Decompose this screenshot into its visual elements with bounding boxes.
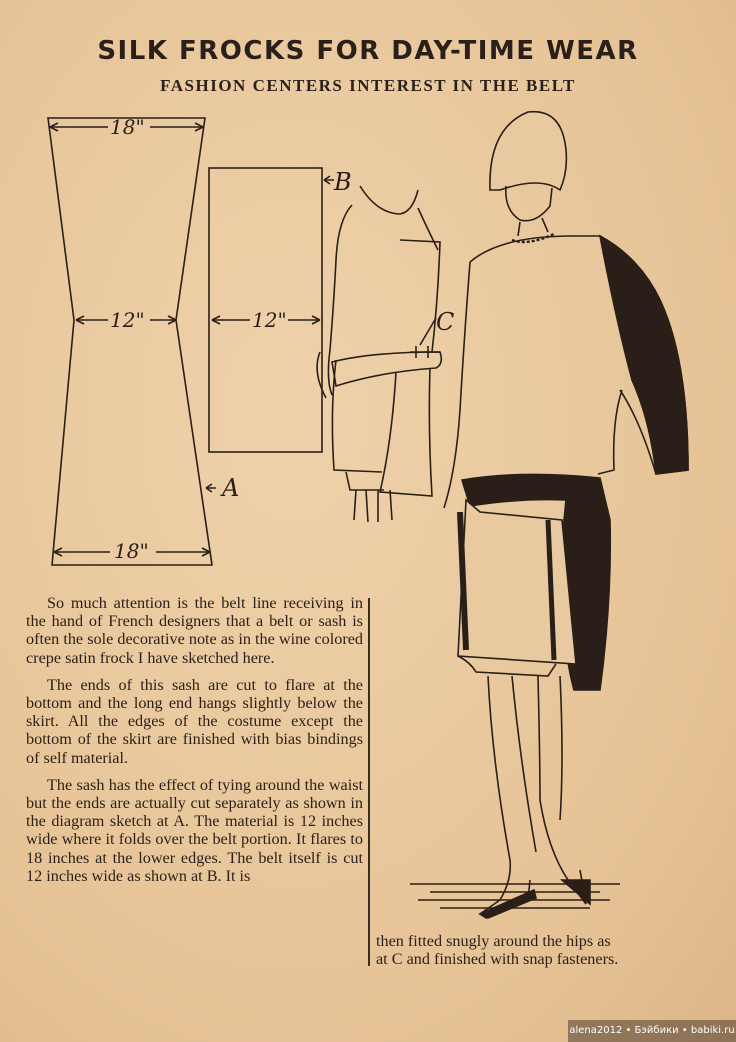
continuation-line-1: then fitted snugly around the hips as [376,932,611,950]
watermark: alena2012 • Бэйбики • babiki.ru [568,1020,736,1042]
page-title: SILK FROCKS FOR DAY-TIME WEAR [97,36,639,66]
label-b: B [334,168,352,196]
dim-bottom: 18" [114,539,149,563]
dim-middle-sash: 12" [110,308,145,332]
back-view-sketch [317,186,441,522]
page-subtitle: FASHION CENTERS INTEREST IN THE BELT [160,76,576,95]
continuation-line-2: at C and finished with snap fasteners. [376,950,619,969]
label-c: C [436,308,455,336]
article-column [26,594,363,894]
label-a: A [222,474,240,502]
column-divider [368,598,370,966]
dim-belt: 12" [252,308,287,332]
article-paragraph-3: The sash has the effect of tying around the waist but the ends are actually cut separately as shown in the diagram sketch at A. The material is 12 inches wide where it folds over the belt portion. It flares to 18 inches at the lower edges. The belt itself is cut 12 inches wide as shown at B. It is [26,775,363,885]
sash-pattern-diagram [48,118,216,565]
dim-top: 18" [110,115,145,139]
fashion-figure-sketch [410,112,688,918]
article-paragraph-1: So much attention is the belt line receiving in the hand of French designers that a belt or sash is often the sole decorative note as in the wine colored crepe satin frock I have sketched here. [26,594,363,667]
article-continuation [376,932,716,968]
article-paragraph-2: The ends of this sash are cut to flare at the bottom and the long end hangs slightly below the skirt. All the edges of the costume except the bottom of the skirt are finished with bias bindings of self material. [26,675,363,767]
